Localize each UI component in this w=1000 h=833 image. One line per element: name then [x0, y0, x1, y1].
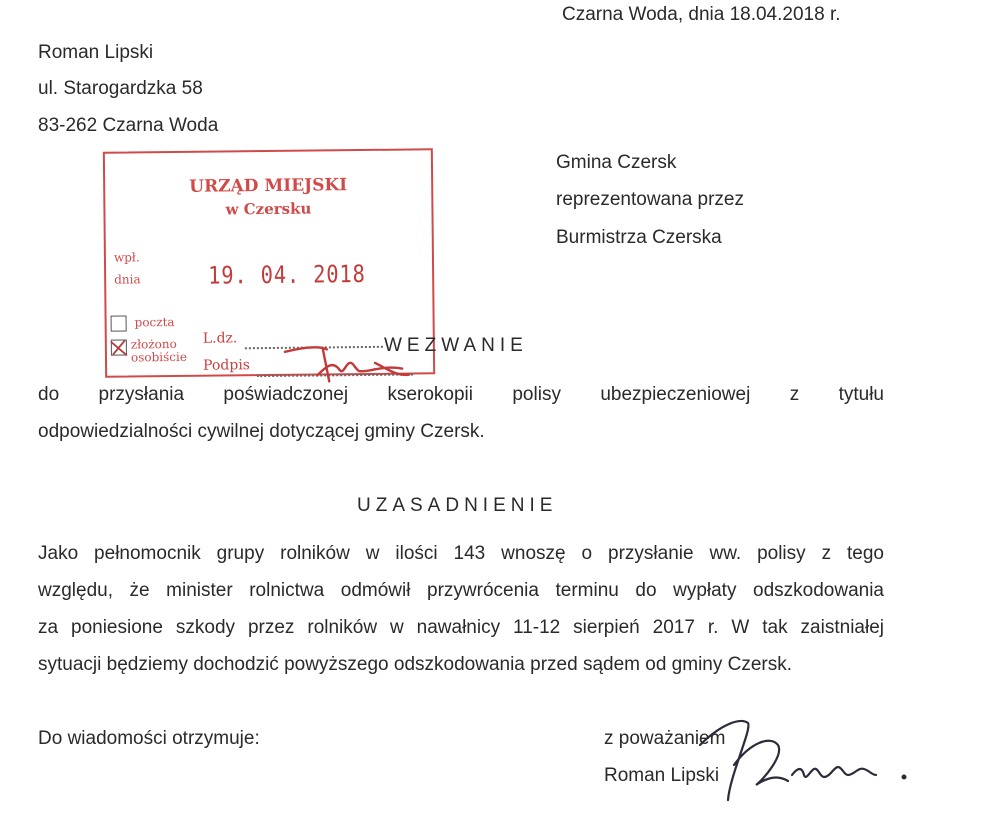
- sender-city: 83-262 Czarna Woda: [38, 115, 219, 136]
- stamp-ldz-label: L.dz.: [202, 330, 238, 347]
- document-title: WEZWANIE: [384, 335, 528, 356]
- post-checkbox: [111, 315, 127, 331]
- recipient-line-1: Gmina Czersk: [556, 152, 677, 173]
- sender-name: Roman Lipski: [38, 42, 154, 63]
- request-line-1-text: do przysłania poświadczonej kserokopii polisy ubezpieczeniowej z tytułu: [38, 384, 884, 405]
- recipient-line-2: reprezentowana przez: [556, 189, 744, 210]
- stamp-date-label: dnia: [114, 272, 141, 287]
- stamp-option-personal-2: osobiście: [130, 349, 188, 365]
- justification-heading: UZASADNIENIE: [357, 495, 558, 516]
- closing-greeting: z poważaniem: [604, 728, 726, 749]
- justification-line-3: [38, 617, 884, 639]
- justification-line-2-text: względu, że minister rolnictwa odmówił przywrócenia terminu do wypłaty odszkodowania: [38, 580, 884, 601]
- recipient-line-3: Burmistrza Czerska: [556, 227, 722, 248]
- handwritten-signature: [660, 705, 920, 815]
- closing-name: Roman Lipski: [604, 765, 720, 786]
- request-line-1: [38, 384, 884, 406]
- stamp-option-personal-1: złożono: [130, 336, 177, 352]
- justification-line-1-text: Jako pełnomocnik grupy rolników w ilości 143 wnoszę o przysłanie ww. polisy z tego: [38, 543, 884, 564]
- place-and-date: Czarna Woda, dnia 18.04.2018 r.: [562, 4, 841, 25]
- justification-line-2: [38, 580, 884, 602]
- personal-checkbox: [111, 339, 127, 355]
- stamp-option-post: poczta: [134, 314, 175, 330]
- justification-line-3-text: za poniesione szkody przez rolników w nawałnicy 11-12 sierpień 2017 r. W tak zaistniałej: [38, 617, 884, 638]
- sender-street: ul. Starogardzka 58: [38, 78, 203, 99]
- justification-line-1: [38, 543, 884, 565]
- justification-line-4: sytuacji będziemy dochodzić powyższego odszkodowania przed sądem od gminy Czersk.: [38, 654, 793, 675]
- stamp-office-city: w Czersku: [225, 199, 312, 219]
- stamp-office-name: URZĄD MIEJSKI: [189, 175, 348, 197]
- stamp-received-label: wpł.: [113, 250, 140, 265]
- cc-label: Do wiadomości otrzymuje:: [38, 728, 260, 749]
- request-line-2: odpowiedzialności cywilnej dotyczącej gminy Czersk.: [38, 421, 485, 442]
- check-mark-icon: [109, 337, 129, 357]
- stamp-received-date: 19. 04. 2018: [207, 259, 366, 290]
- stamp-signature-label: Podpis: [202, 357, 251, 374]
